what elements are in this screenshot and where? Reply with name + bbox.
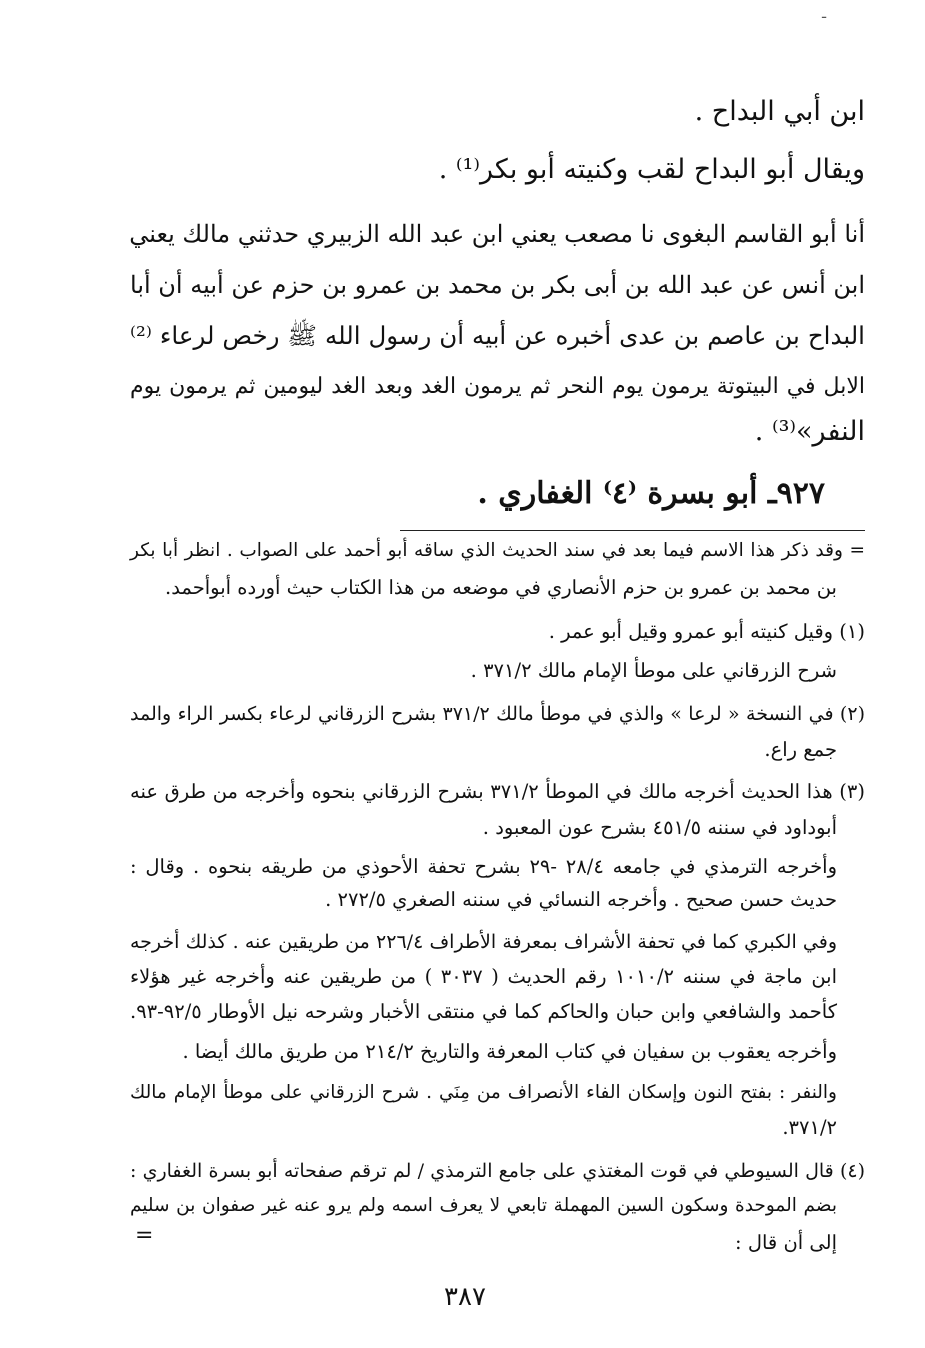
footnote-line: (١) وقيل كنيته أبو عمرو وقيل أبو عمر . <box>548 620 865 643</box>
footnote-line: وفي الكبري كما في تحفة الأشراف بمعرفة الأطراف ٢٢٦/٤ من طريقين عنه . كذلك أخرجه <box>130 931 838 953</box>
main-text-line: النفر»⁽³⁾ . <box>754 416 865 447</box>
footnote-line: وأخرجه الترمذي في جامعه ٢٨/٤ -٢٩ بشرح تحفة الأحوذي من طريقه بنحوه . وقال : <box>130 855 837 878</box>
continuation-mark: = <box>135 1223 154 1248</box>
footnote-line: بضم الموحدة وسكون السين المهملة تابعي لا يعرف اسمه ولم يرو عنه غير صفوان بن سليم <box>130 1195 837 1216</box>
footnote-line: والنفر : بفتح النون وإسكان الفاء الأنصراف من مِنَي . شرح الزرقاني على موطأ الإمام مالك <box>130 1082 837 1103</box>
main-text-line: أنا أبو القاسم البغوى نا مصعب يعني ابن عبد الله الزبيري حدثني مالك يعني <box>129 220 865 248</box>
main-text-line: ابن أبي البداح . <box>694 96 865 127</box>
footnote-line: جمع راع. <box>764 738 837 761</box>
footnote-line: (٤) قال السيوطي في قوت المغتذي على جامع الترمذي / لم ترقم صفحاته أبو بسرة الغفاري : <box>130 1160 865 1182</box>
footnote-line: وأخرجه يعقوب بن سفيان في كتاب المعرفة والتاريخ ٢١٤/٢ من طريق مالك أيضا . <box>182 1040 837 1063</box>
main-text-line: ويقال أبو البداح لقب وكنيته أبو بكر⁽¹⁾ . <box>438 154 865 185</box>
footnote-separator <box>400 530 865 531</box>
main-text-line: البداح بن عاصم بن عدى أخبره عن أبيه أن رسول الله ﷺ رخص لرعاء ⁽²⁾ <box>130 321 865 350</box>
entry-heading: ٩٢٧ـ أبو بسرة ⁽٤⁾ الغفاري . <box>477 476 825 511</box>
footnote-line: شرح الزرقاني على موطأ الإمام مالك ٣٧١/٢ . <box>470 659 837 682</box>
footnote-line: ابن ماجة في سننه ١٠١٠/٢ رقم الحديث ( ٣٠٣٧ ) من طريقين عنه وأخرجه غير هؤلاء <box>130 965 838 988</box>
footnote-line: أبوداود في سننه ٤٥١/٥ بشرح عون المعبود . <box>482 816 837 839</box>
footnote-line: حديث حسن صحيح . وأخرجه النسائي في سننه الصغري ٢٧٢/٥ . <box>325 888 837 911</box>
main-text-line: الابل في البيتوتة يرمون يوم النحر ثم يرمون الغد وبعد الغد ليومين ثم يرمون يوم <box>130 374 865 399</box>
footnote-line: (٣) هذا الحديث أخرجه مالك في الموطأ ٣٧١/٢ بشرح الزرقاني بنحوه وأخرجه من طرق عنه <box>130 780 865 803</box>
main-text-line: ابن أنس عن عبد الله بن أبى بكر بن محمد بن عمرو بن حزم عن أبيه أن أبا <box>130 271 865 299</box>
footnote-line: بن محمد بن عمرو بن حزم الأنصاري في موضعه من هذا الكتاب حيث أورده أبوأحمد. <box>165 576 837 599</box>
corner-mark: ـ <box>822 6 827 22</box>
footnote-line: ٣٧١/٢. <box>782 1116 837 1139</box>
footnote-line: كأحمد والشافعي وابن حبان والحاكم كما في منتقى الأخبار وشرحه نيل الأوطار ٩٢/٥-٩٣. <box>130 1000 837 1023</box>
page-number: ٣٨٧ <box>444 1282 486 1312</box>
footnote-line: إلى أن قال : <box>735 1231 837 1254</box>
footnote-line: (٢) في النسخة « لرعا » والذي في موطأ مالك ٣٧١/٢ بشرح الزرقاني لرعاء بكسر الراء والمد <box>130 703 865 725</box>
footnote-line: = وقد ذكر هذا الاسم فيما بعد في سند الحديث الذي ساقه أبو أحمد على الصواب . انظر أبا بكر <box>130 540 865 561</box>
